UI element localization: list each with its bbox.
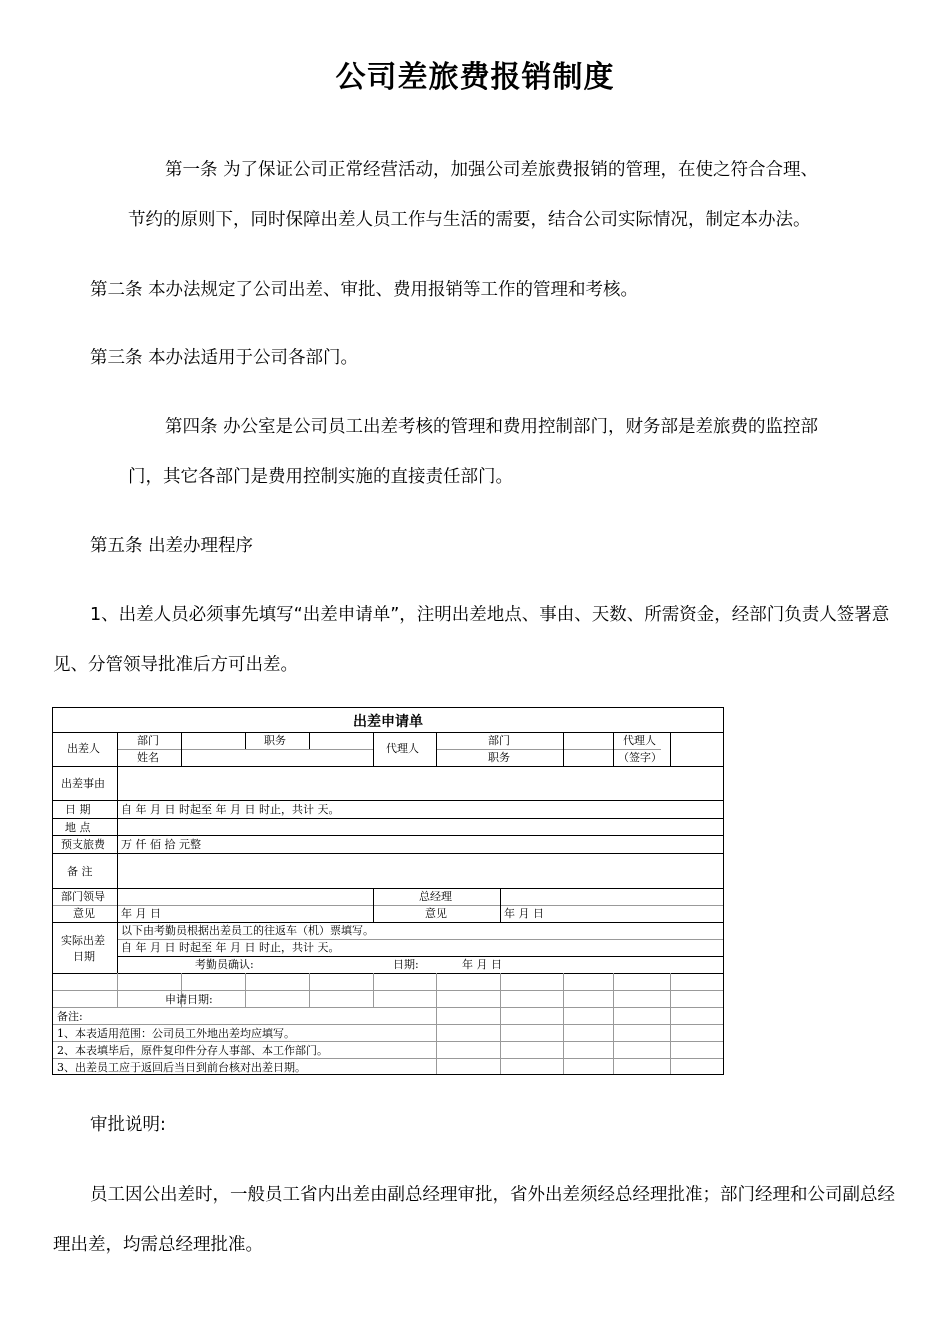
form-rule	[117, 973, 118, 1007]
form-rule	[563, 732, 564, 766]
budget-label: 预支旅费	[61, 838, 105, 851]
form-rule	[53, 1007, 723, 1008]
form-rule	[373, 973, 374, 1007]
attendance-confirm: 考勤员确认:	[195, 958, 254, 971]
agent-label: 代理人	[386, 742, 419, 755]
article-1-line-1: 第一条 为了保证公司正常经营活动，加强公司差旅费报销的管理，在使之符合合理、	[165, 160, 819, 180]
gm-label: 总经理	[419, 890, 452, 903]
actual-label: 实际出差	[61, 934, 105, 947]
agent-position-label: 职务	[488, 751, 510, 764]
form-rule	[500, 888, 501, 922]
form-rule	[436, 732, 437, 766]
note-2: 2、本表填毕后，原件复印件分存人事部、本工作部门。	[57, 1044, 328, 1057]
confirm-date-label: 日期:	[393, 958, 419, 971]
form-rule	[117, 732, 118, 973]
traveler-label: 出差人	[67, 742, 100, 755]
article-1-line-2: 节约的原则下，同时保障出差人员工作与生活的需要，结合公司实际情况，制定本办法。	[128, 210, 811, 230]
article-2: 第二条 本办法规定了公司出差、审批、费用报销等工作的管理和考核。	[90, 280, 639, 300]
dept-leader-label-2: 意见	[73, 907, 95, 920]
article-3: 第三条 本办法适用于公司各部门。	[90, 348, 359, 368]
form-rule	[117, 956, 723, 957]
form-rule	[53, 818, 723, 819]
dept-leader-label: 部门领导	[61, 890, 105, 903]
form-rule	[309, 973, 310, 1007]
approval-text: 员工因公出差时，一般员工省内出差由副总经理审批，省外出差须经总经理批准；部门经理和公司副总经理出差，均需总经理批准。	[53, 1185, 895, 1255]
approval-heading: 审批说明:	[90, 1115, 166, 1135]
form-rule	[53, 853, 723, 854]
form-rule	[53, 835, 723, 836]
article-5: 第五条 出差办理程序	[90, 536, 254, 556]
actual-label-2: 日期	[73, 950, 95, 963]
form-rule	[117, 749, 373, 750]
form-rule	[613, 732, 614, 766]
form-rule	[117, 939, 723, 940]
form-rule	[53, 1024, 723, 1025]
dept-leader-date: 年 月 日	[121, 907, 161, 920]
notes-label: 备注:	[57, 1010, 83, 1023]
form-rule	[53, 905, 723, 906]
position-label: 职务	[264, 734, 286, 747]
form-rule	[245, 732, 246, 749]
form-rule	[373, 732, 374, 766]
travel-application-form	[52, 707, 724, 1075]
dept-label: 部门	[137, 734, 159, 747]
form-rule	[53, 732, 723, 733]
form-rule	[500, 973, 501, 1074]
note-3: 3、出差员工应于返回后当日到前台核对出差日期。	[57, 1061, 306, 1074]
form-rule	[53, 922, 723, 923]
form-rule	[53, 1058, 723, 1059]
item-1: 1、出差人员必须事先填写“出差申请单”，注明出差地点、事由、天数、所需资金，经部门负责人签署意见、分管领导批准后方可出差。	[53, 605, 890, 675]
form-rule	[53, 973, 723, 974]
document-title: 公司差旅费报销制度	[335, 60, 615, 95]
gm-label-2: 意见	[425, 907, 447, 920]
reason-label: 出差事由	[61, 777, 105, 790]
form-rule	[53, 888, 723, 889]
date-label: 日 期	[65, 803, 91, 816]
form-rule	[53, 990, 723, 991]
actual-note: 以下由考勤员根据出差员工的往返车（机）票填写。	[121, 924, 374, 937]
form-rule	[53, 800, 723, 801]
remark-label: 备 注	[67, 865, 93, 878]
form-rule	[613, 973, 614, 1074]
article-4-line-2: 门，其它各部门是费用控制实施的直接责任部门。	[128, 467, 513, 487]
name-label: 姓名	[137, 751, 159, 764]
place-label: 地 点	[65, 821, 91, 834]
form-rule	[309, 732, 310, 749]
form-rule	[53, 766, 723, 767]
form-rule	[670, 732, 671, 766]
article-4-line-1: 第四条 办公室是公司员工出差考核的管理和费用控制部门，财务部是差旅费的监控部	[165, 417, 819, 437]
note-1: 1、本表适用范围：公司员工外地出差均应填写。	[57, 1027, 295, 1040]
form-rule	[436, 973, 437, 1074]
form-title: 出差申请单	[353, 714, 423, 730]
agent-sign-note: （签字）	[618, 751, 662, 764]
form-rule	[181, 732, 182, 749]
form-rule	[563, 973, 564, 1074]
form-rule	[53, 1041, 723, 1042]
gm-date: 年 月 日	[504, 907, 544, 920]
actual-date: 自 年 月 日 时起至 年 月 日 时止，共计 天。	[121, 941, 340, 954]
agent-sign-label: 代理人	[623, 734, 656, 747]
agent-dept-label: 部门	[488, 734, 510, 747]
apply-date: 申请日期:	[165, 993, 213, 1006]
form-rule	[245, 973, 246, 1007]
confirm-date: 年 月 日	[462, 958, 502, 971]
budget-value: 万 仟 佰 拾 元整	[121, 838, 201, 851]
date-value: 自 年 月 日 时起至 年 月 日 时止，共计 天。	[121, 803, 340, 816]
form-rule	[436, 749, 661, 750]
form-rule	[181, 749, 182, 766]
form-rule	[670, 973, 671, 1074]
form-rule	[373, 888, 374, 922]
